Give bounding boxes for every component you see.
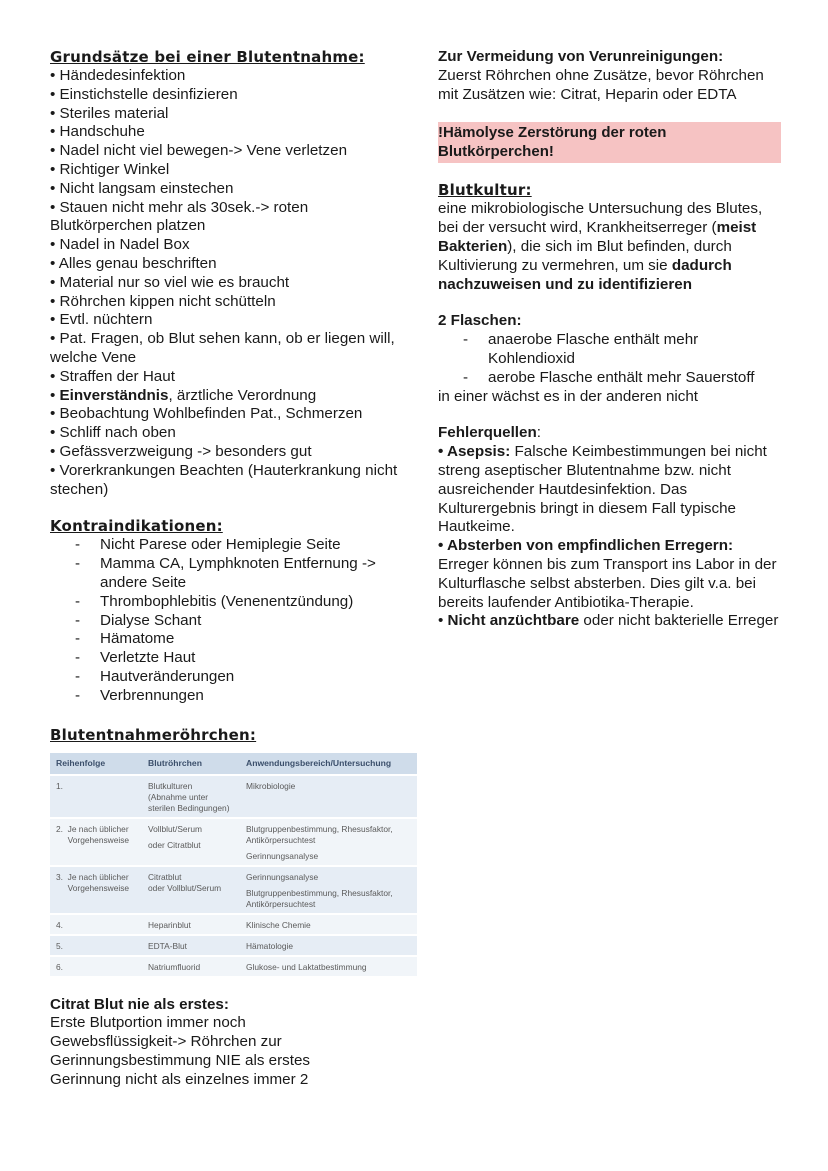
cell-line: 3. Je nach üblicher — [56, 871, 129, 882]
cell-line: Natriumfluorid — [148, 961, 201, 972]
cell-reihenfolge — [50, 935, 142, 956]
list-item-einverstaendnis — [50, 387, 402, 406]
vermeidung-heading: Zur Vermeidung von Verunreinigungen: — [438, 48, 724, 65]
cell-anwendungsbereich — [240, 935, 417, 956]
list-item-text: Verletzte Haut — [100, 649, 196, 667]
cell-line: (Abnahme unter — [148, 791, 209, 802]
fehler-nicht-bold: Nicht anzüchtbare — [447, 612, 580, 630]
fehler-asepsis-label: • Asepsis: — [438, 443, 511, 461]
citrat-heading: Citrat Blut nie als erstes: — [50, 995, 229, 1013]
grundsaetze-list — [50, 67, 402, 499]
spacer — [50, 706, 402, 726]
cell-blutroehrchen — [142, 866, 240, 914]
list-item-text: anaerobe Flasche enthält mehr Kohlendioxid — [488, 331, 699, 367]
spacer — [50, 976, 402, 996]
dash-marker: - — [75, 592, 81, 610]
cell-line: 6. — [56, 961, 63, 972]
cell-reihenfolge — [50, 866, 142, 914]
left-column — [50, 48, 402, 1089]
cell-line: 1. — [56, 780, 63, 791]
cell-line: Gerinnungsanalyse — [246, 850, 319, 861]
list-item-text: Dialyse Schant — [100, 611, 202, 629]
flaschen-list — [438, 331, 780, 387]
cell-line: 4. — [56, 919, 63, 930]
list-item — [463, 369, 780, 388]
fehlerquellen-title: Fehlerquellen — [438, 424, 537, 442]
list-item: • Einstichstelle desinfizieren — [50, 85, 238, 103]
list-item — [75, 649, 402, 668]
fehler-asepsis — [438, 443, 780, 537]
spacer — [438, 294, 780, 312]
section-title-kontraindikationen: Kontraindikationen: — [50, 517, 223, 536]
list-item — [75, 593, 402, 612]
cell-line: Blutgruppenbestimmung, Rhesusfaktor, — [246, 887, 393, 898]
spacer — [50, 499, 402, 517]
blutkultur-text — [438, 200, 780, 294]
dash-marker: - — [75, 649, 81, 667]
list-item: • Alles genau beschriften — [50, 254, 217, 272]
fehler-nicht-text: oder nicht bakterielle Erreger — [579, 612, 779, 630]
cell-reihenfolge — [50, 914, 142, 935]
cell-blutroehrchen — [142, 818, 240, 866]
fehler-absterben-label: • Absterben von empfindlichen Erregern: — [438, 537, 734, 555]
bullet-prefix: • — [50, 386, 60, 404]
list-item: • Schliff nach oben — [50, 424, 176, 442]
table-row — [50, 818, 417, 866]
list-item — [463, 331, 780, 369]
cell-line: Glukose- und Laktatbestimmung — [246, 961, 367, 972]
cell-anwendungsbereich — [240, 775, 417, 818]
list-item-text: Thrombophlebitis (Venenentzündung) — [100, 592, 354, 610]
citrat-line: Gerinnung nicht als einzelnes immer 2 — [50, 1070, 309, 1088]
cell-line: Blutgruppenbestimmung, Rhesusfaktor, — [246, 823, 393, 834]
cell-line: Antikörpersuchtest — [246, 898, 316, 909]
list-item: • Nadel in Nadel Box — [50, 236, 190, 254]
table-row — [50, 866, 417, 914]
cell-blutroehrchen — [142, 914, 240, 935]
dash-marker: - — [463, 368, 469, 386]
flaschen-after-text: in einer wächst es in der anderen nicht — [438, 387, 699, 405]
list-item: • Vorerkrankungen Beachten (Hauterkrankung nicht stechen) — [50, 461, 398, 498]
list-item: • Händedesinfektion — [50, 67, 186, 84]
section-title-blutkultur: Blutkultur: — [438, 181, 532, 200]
table-header-anwendungsbereich: Anwendungsbereich/Untersuchung — [240, 753, 417, 775]
cell-anwendungsbereich — [240, 866, 417, 914]
list-item-text: Nicht Parese oder Hemiplegie Seite — [100, 536, 341, 554]
list-item: • Pat. Fragen, ob Blut sehen kann, ob er liegen will, welche Vene — [50, 330, 395, 366]
list-item: • Richtiger Winkel — [50, 160, 170, 178]
list-item — [75, 612, 402, 631]
spacer — [438, 163, 780, 181]
cell-line: Vorgehensweise — [56, 834, 130, 845]
blutkultur-bold-nachweis: dadurch nachzuweisen und zu identifizieren — [438, 256, 732, 293]
cell-line: EDTA-Blut — [148, 940, 187, 951]
list-item-text: Mamma CA, Lymphknoten Entfernung -> andere Seite — [100, 555, 376, 591]
flaschen-heading: 2 Flaschen: — [438, 312, 522, 330]
list-item — [75, 630, 402, 649]
list-item — [75, 555, 402, 593]
cell-line: Heparinblut — [148, 919, 191, 930]
list-item: • Stauen nicht mehr als 30sek.-> roten Blutkörperchen platzen — [50, 198, 309, 235]
cell-line: Blutkulturen — [148, 780, 193, 791]
table-header-row — [50, 753, 417, 775]
list-item: • Material nur so viel wie es braucht — [50, 273, 290, 291]
vermeidung-text: Zuerst Röhrchen ohne Zusätze, bevor Röhrchen mit Zusätzen wie: Citrat, Heparin oder EDTA — [438, 66, 764, 103]
list-item-text: Hämatome — [100, 630, 175, 648]
citrat-text — [50, 1014, 402, 1089]
list-item — [75, 668, 402, 687]
cell-line: oder Citratblut — [148, 839, 201, 850]
cell-reihenfolge — [50, 818, 142, 866]
list-item — [75, 536, 402, 555]
cell-blutroehrchen — [142, 935, 240, 956]
blutkultur-text-1: eine mikrobiologische Untersuchung des Blutes, bei der versucht wird, Krankheitserreger ( — [438, 200, 763, 237]
list-item: • Röhrchen kippen nicht schütteln — [50, 292, 276, 310]
table-row — [50, 956, 417, 976]
table-row — [50, 914, 417, 935]
cell-anwendungsbereich — [240, 818, 417, 866]
section-title-blutentnahmeroehrchen: Blutentnahmeröhrchen: — [50, 725, 257, 744]
list-item: • Straffen der Haut — [50, 367, 175, 385]
einverstaendnis-bold: Einverständnis — [59, 386, 169, 404]
dash-marker: - — [75, 555, 81, 573]
einverstaendnis-rest: , ärztliche Verordnung — [168, 386, 317, 404]
citrat-line: Gewebsflüssigkeit-> Röhrchen zur — [50, 1033, 282, 1051]
cell-line: Antikörpersuchtest — [246, 834, 316, 845]
fehler-nicht-anzuechtbar — [438, 612, 780, 631]
cell-line: sterilen Bedingungen) — [148, 802, 230, 813]
haemolyse-highlight: !Hämolyse Zerstörung der roten Blutkörperchen! — [438, 122, 781, 163]
cell-line: Klinische Chemie — [246, 919, 311, 930]
fehler-nicht-prefix: • — [438, 612, 448, 630]
table-row — [50, 935, 417, 956]
cell-line: Hämatologie — [246, 940, 294, 951]
cell-reihenfolge — [50, 956, 142, 976]
list-item — [75, 687, 402, 706]
spacer — [438, 104, 780, 122]
tube-order-table — [50, 753, 417, 976]
spacer — [438, 406, 780, 424]
citrat-line: Erste Blutportion immer noch — [50, 1014, 246, 1032]
cell-line: Vorgehensweise — [56, 882, 130, 893]
list-item-text: Verbrennungen — [100, 686, 204, 704]
cell-line: Citratblut — [148, 871, 182, 882]
cell-line: 5. — [56, 940, 63, 951]
citrat-line: Gerinnungsbestimmung NIE als erstes — [50, 1051, 310, 1069]
fehler-asepsis-text: Falsche Keimbestimmungen bei nicht streng aseptischer Blutentnahme bzw. nicht ausreichender Hautdesinfektion. Das Kulturergebnis bringt in diesem Fall typische Hautkeime. — [438, 443, 767, 536]
fehlerquellen-colon: : — [536, 424, 541, 442]
list-item: • Steriles material — [50, 104, 169, 122]
right-column — [438, 48, 780, 631]
cell-line: Mikrobiologie — [246, 780, 296, 791]
list-item: • Nadel nicht viel bewegen-> Vene verletzen — [50, 142, 348, 160]
list-item: • Handschuhe — [50, 123, 145, 141]
blutkultur-bold-bakterien: meist Bakterien — [438, 219, 757, 255]
cell-reihenfolge — [50, 775, 142, 818]
list-item-text: Hautveränderungen — [100, 667, 235, 685]
cell-line: Gerinnungsanalyse — [246, 871, 319, 882]
dash-marker: - — [75, 667, 81, 685]
fehler-absterben-text: Erreger können bis zum Transport ins Labor in der Kulturflasche selbst absterben. Dies gilt v.a. bei bereits laufender Antibiotika-Therapie. — [438, 555, 777, 611]
cell-line: 2. Je nach üblicher — [56, 823, 129, 834]
blutkultur-text-2: ), die sich im Blut befinden, durch Kultivierung zu vermehren, um sie — [438, 237, 732, 274]
list-item: • Beobachtung Wohlbefinden Pat., Schmerzen — [50, 405, 363, 423]
fehlerquellen-heading — [438, 424, 780, 443]
dash-marker: - — [463, 331, 469, 349]
dash-marker: - — [75, 686, 81, 704]
cell-blutroehrchen — [142, 775, 240, 818]
cell-anwendungsbereich — [240, 956, 417, 976]
dash-marker: - — [75, 536, 81, 554]
kontraindikationen-list — [50, 536, 402, 705]
dash-marker: - — [75, 630, 81, 648]
cell-anwendungsbereich — [240, 914, 417, 935]
cell-blutroehrchen — [142, 956, 240, 976]
cell-line: Vollblut/Serum — [148, 823, 202, 834]
table-row — [50, 775, 417, 818]
dash-marker: - — [75, 611, 81, 629]
table-header-blutroehrchen: Blutröhrchen — [142, 753, 240, 775]
list-item: • Evtl. nüchtern — [50, 311, 153, 329]
section-title-grundsaetze: Grundsätze bei einer Blutentnahme: — [50, 48, 365, 66]
list-item: • Gefässverzweigung -> besonders gut — [50, 442, 312, 460]
list-item: • Nicht langsam einstechen — [50, 179, 234, 197]
list-item-text: aerobe Flasche enthält mehr Sauerstoff — [488, 368, 755, 386]
cell-line: oder Vollblut/Serum — [148, 882, 222, 893]
table-header-reihenfolge: Reihenfolge — [50, 753, 142, 775]
